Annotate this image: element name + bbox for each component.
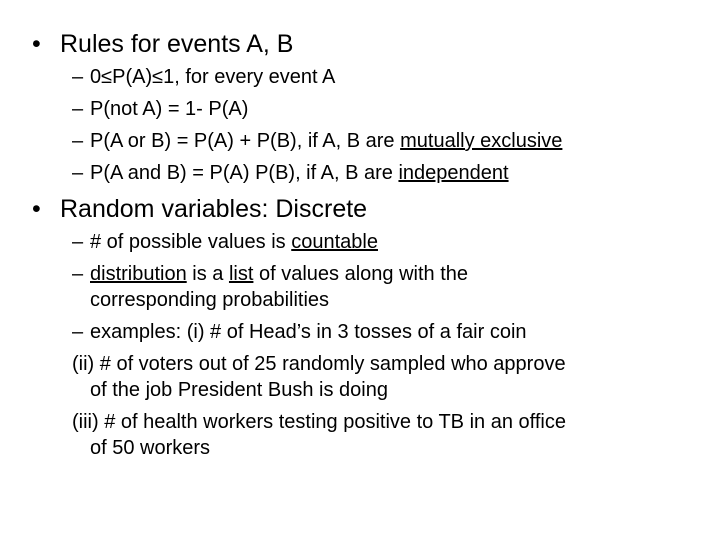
item-examples <box>72 321 527 344</box>
rule-item-complement <box>72 98 248 121</box>
example-health-workers-continued: of 50 workers <box>90 437 211 459</box>
dash-icon: – <box>72 130 84 152</box>
item-text: # of possible values is <box>90 231 292 253</box>
term-countable: countable <box>291 231 378 253</box>
term-independent: independent <box>398 162 509 184</box>
dash-icon: – <box>72 162 84 184</box>
term-mutually-exclusive: mutually exclusive <box>400 130 563 152</box>
dash-icon: – <box>72 231 84 253</box>
dash-icon: – <box>72 98 84 120</box>
heading-text: Random variables: Discrete <box>60 195 368 223</box>
item-text: of values along with the <box>253 263 469 285</box>
item-countable <box>72 231 378 254</box>
example-voters-continued: of the job President Bush is doing <box>90 379 388 401</box>
item-distribution-continued: corresponding probabilities <box>90 289 330 311</box>
item-distribution <box>72 263 468 286</box>
rule-text: P(A or B) = P(A) + P(B), if A, B are <box>90 130 401 152</box>
rule-item-intersection <box>72 162 509 185</box>
heading-rules-for-events <box>32 30 293 59</box>
heading-random-variables <box>32 195 367 224</box>
term-list: list <box>228 263 254 285</box>
rule-item-union <box>72 130 562 153</box>
term-distribution: distribution <box>90 263 187 285</box>
rule-text: 0≤P(A)≤1, for every event A <box>90 66 336 88</box>
bullet-icon: • <box>32 30 41 58</box>
example-voters: (ii) # of voters out of 25 randomly sampled who approve <box>72 353 566 375</box>
heading-text: Rules for events A, B <box>60 30 294 58</box>
dash-icon: – <box>72 66 84 88</box>
dash-icon: – <box>72 263 84 285</box>
example-health-workers: (iii) # of health workers testing positive to TB in an office <box>72 411 566 433</box>
rule-item-bounds <box>72 66 335 89</box>
dash-icon: – <box>72 321 84 343</box>
item-text: is a <box>186 263 229 285</box>
rule-text: P(A and B) = P(A) P(B), if A, B are <box>90 162 399 184</box>
bullet-icon: • <box>32 195 41 223</box>
item-text: examples: (i) # of Head’s in 3 tosses of a fair coin <box>90 321 527 343</box>
rule-text: P(not A) = 1- P(A) <box>90 98 249 120</box>
